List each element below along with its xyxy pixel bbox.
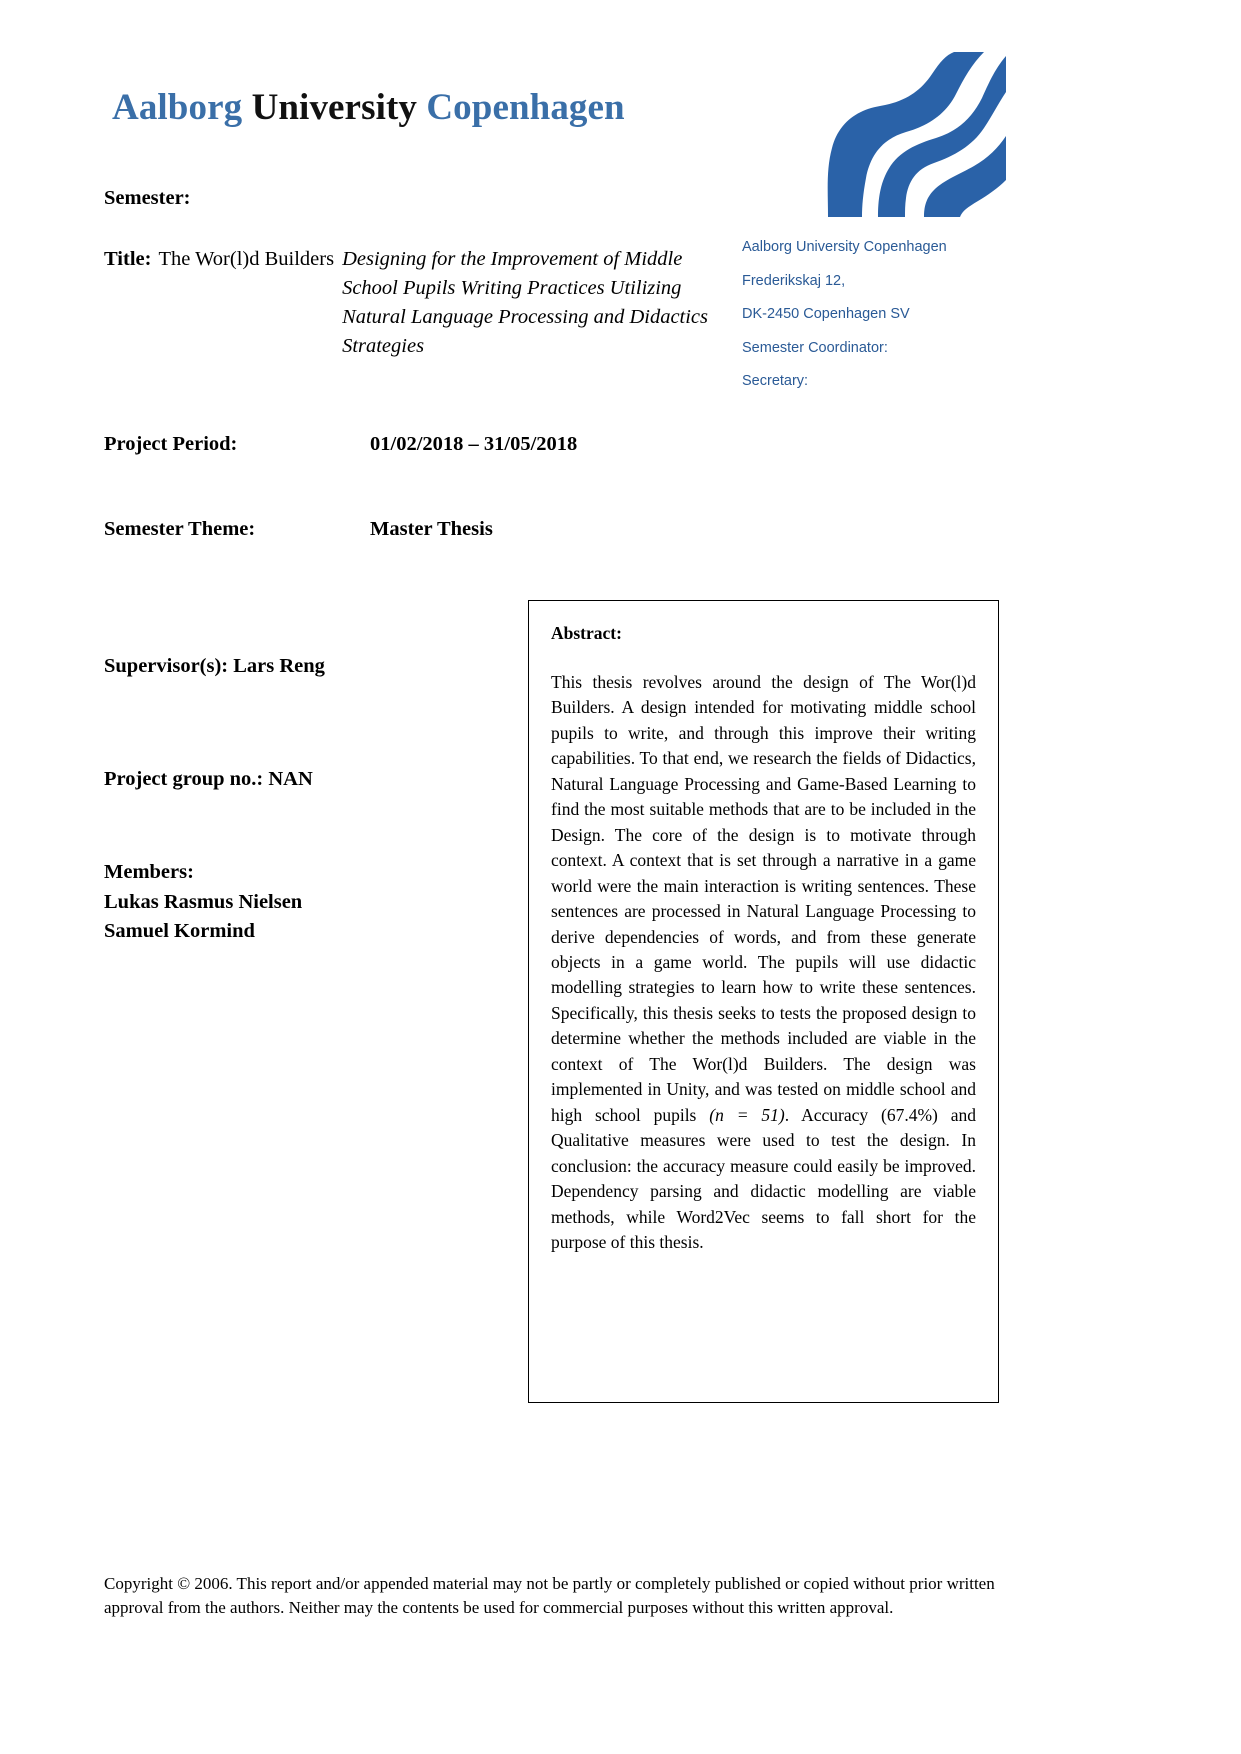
brand-word-university: University	[251, 87, 417, 128]
address-line-institution: Aalborg University Copenhagen	[742, 239, 947, 255]
field-row-semester	[104, 185, 724, 213]
brand-word-copenhagen: Copenhagen	[426, 87, 625, 128]
supervisor-line: Supervisor(s): Lars Reng	[104, 655, 325, 677]
page-header	[112, 88, 812, 129]
semester-theme-value: Master Thesis	[370, 518, 493, 540]
title-subtitle-value: Designing for the Improvement of Middle School Pupils Writing Practices Utilizing Natural Language Processing and Didactics Strategies	[342, 247, 709, 357]
title-label: Title:	[104, 247, 152, 270]
semester-label: Semester:	[104, 187, 191, 209]
members-block	[104, 858, 302, 947]
project-group-line: Project group no.: NAN	[104, 768, 313, 790]
address-line-secretary: Secretary:	[742, 373, 809, 389]
abstract-text-part1: This thesis revolves around the design of The Wor(l)d Builders. A design intended for motivating middle school pupils to write, and through this improve their writing capabilities. To that end, we research the fields of Didactics, Natural Language Processing and Game-Based Learning to find the most suitable methods that are to be included in the Design. The core of the design is to motivate through context. A context that is set through a narrative in a game world were the main interaction is writing sentences. These sentences are processed in Natural Language Processing to derive dependencies of words, and from these generate objects in a game world. The pupils will use didactic modelling strategies to learn how to write these sentences. Specifically, this thesis seeks to tests the proposed design to determine whether the methods included are viable in the context of The Wor(l)d Builders. The design was implemented in Unity, and was tested on middle school and high school pupils	[551, 672, 976, 1125]
address-line-city: DK-2450 Copenhagen SV	[742, 306, 910, 322]
member-name-2: Samuel Kormind	[104, 920, 255, 943]
member-name-1: Lukas Rasmus Nielsen	[104, 890, 303, 913]
address-line-street: Frederikskaj 12,	[742, 272, 846, 289]
field-row-title	[104, 245, 724, 361]
address-line-semester-coordinator: Semester Coordinator:	[742, 339, 888, 356]
brand-word-aalborg: Aalborg	[112, 87, 243, 128]
university-address-block	[742, 240, 1002, 408]
abstract-heading: Abstract:	[551, 623, 622, 643]
copyright-footer: Copyright © 2006. This report and/or appended material may not be partly or completely published or copied without prior written approval from the authors. Neither may the contents be used for commercial purposes without this written approval.	[104, 1574, 995, 1617]
field-row-semester-theme	[104, 516, 724, 544]
project-period-value: 01/02/2018 – 31/05/2018	[370, 433, 578, 455]
field-row-project-period	[104, 431, 724, 459]
abstract-sample-size: (n = 51)	[709, 1104, 785, 1125]
abstract-box	[528, 600, 999, 1403]
abstract-body	[551, 670, 976, 1255]
aalborg-university-wave-logo-icon	[816, 52, 1006, 217]
abstract-text-part2: . Accuracy (67.4%) and Qualitative measures were used to test the design. In conclusion: the accuracy measure could easily be improved. Dependency parsing and didactic modelling are viable methods, while Word2Vec seems to fall short for the purpose of this thesis.	[551, 1104, 977, 1252]
semester-theme-label: Semester Theme:	[104, 518, 256, 540]
university-brand	[112, 88, 812, 129]
title-main-value: The Wor(l)d Builders	[158, 247, 335, 270]
project-period-label: Project Period:	[104, 433, 238, 455]
members-label: Members:	[104, 861, 194, 883]
